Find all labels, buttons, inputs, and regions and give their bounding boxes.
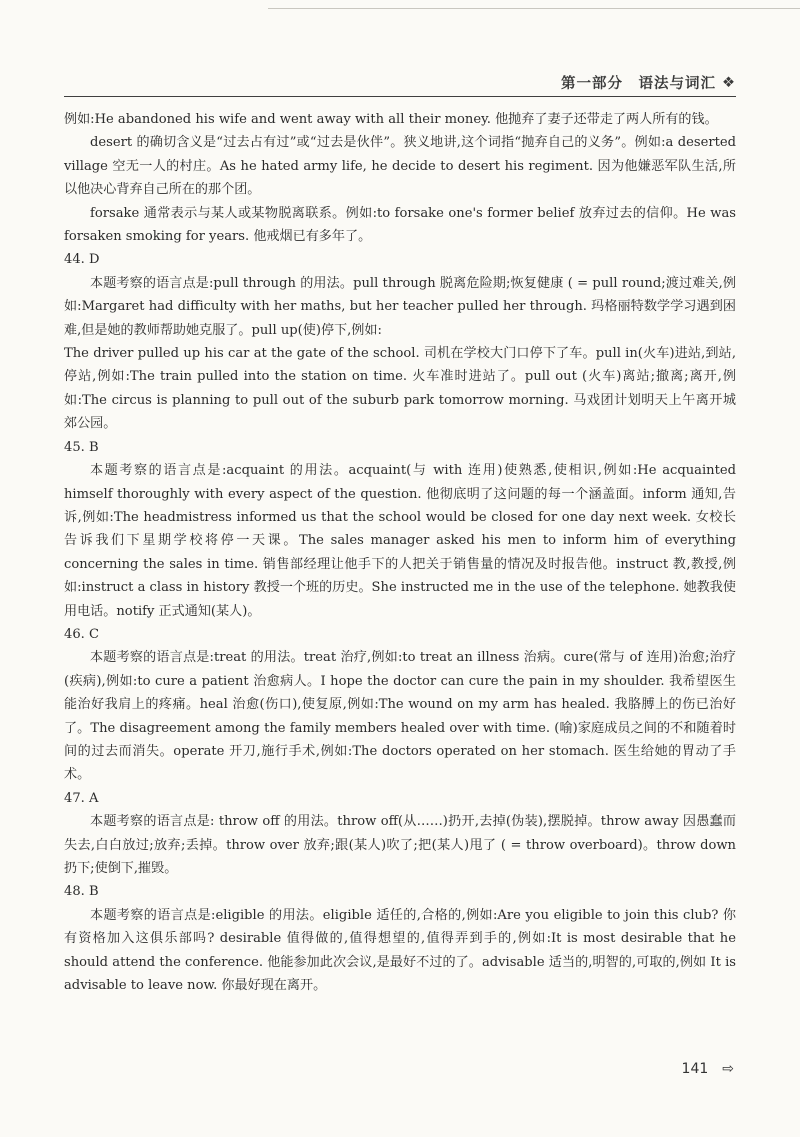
- paragraph: forsake 通常表示与某人或某物脱离联系。例如:to forsake one's former belief 放弃过去的信仰。He was forsaken smoking for years. 他戒烟已有多年了。: [64, 205, 736, 245]
- top-rule: [268, 8, 800, 9]
- page-number: 141: [681, 1061, 709, 1077]
- answer-number: 47. A: [64, 790, 99, 806]
- answer-number: 46. C: [64, 626, 100, 642]
- page-body: [64, 108, 736, 997]
- page-footer: [682, 1061, 734, 1077]
- answer-number: 45. B: [64, 439, 99, 455]
- paragraph: 本题考察的语言点是:pull through 的用法。pull through 脱离危险期;恢复健康 ( = pull round;渡过难关,例如:Margaret had difficulty with her maths, but her teacher pulled her through. 玛格丽特数学学习遇到困难,但是她的教师帮助她克服了。pull up(使)停下,例如:: [64, 275, 736, 338]
- answer-number: 48. B: [64, 884, 99, 900]
- paragraph: 本题考察的语言点是: throw off 的用法。throw off(从……)扔开,去掉(伪装),摆脱掉。throw away 因愚蠢而失去,白白放过;放弃;丢掉。throw over 放弃;跟(某人)吹了;把(某人)甩了 ( = throw overboard)。throw down 扔下;使倒下,摧毁。: [64, 814, 736, 876]
- paragraph: 本题考察的语言点是:acquaint 的用法。acquaint(与 with 连用)使熟悉,使相识,例如:He acquainted himself thoroughly with every aspect of the question. 他彻底明了这问题的每一个涵盖面。inform 通知,告诉,例如:The headmistress informed us that the school would be closed for one day next week. 女校长告诉我们下星期学校将停一天课。The sales manager asked his men to inform him of everything concerning the sales in time. 销售部经理让他手下的人把关于销售量的情况及时报告他。instruct 教,教授,例如:instruct a class in history 教授一个班的历史。She instructed me in the use of the telephone. 她教我使用电话。notify 正式通知(某人)。: [64, 463, 736, 619]
- paragraph: 本题考察的语言点是:treat 的用法。treat 治疗,例如:to treat an illness 治病。cure(常与 of 连用)治愈;治疗(疾病),例如:to cure a patient 治愈病人。I hope the doctor can cure the pain in my shoulder. 我希望医生能治好我肩上的疼痛。heal 治愈(伤口),使复原,例如:The wound on my arm has healed. 我胳膊上的伤已治好了。The disagreement among the family members healed over with time. (喻)家庭成员之间的不和随着时间的过去而消失。operate 开刀,施行手术,例如:The doctors operated on her stomach. 医生给她的胃动了手术。: [64, 650, 736, 783]
- paragraph: desert 的确切含义是“过去占有过”或“过去是伙伴”。狭义地讲,这个词指“抛弃自己的义务”。例如:a deserted village 空无一人的村庄。As he hated army life, he decide to desert his regiment. 因为他嫌恶军队生活,所以他决心背弃自己所在的那个团。: [64, 135, 736, 198]
- answer-number: 44. D: [64, 252, 100, 268]
- diamond-icon: ❖: [722, 74, 736, 91]
- paragraph: 例如:He abandoned his wife and went away with all their money. 他抛弃了妻子还带走了两人所有的钱。: [64, 112, 718, 127]
- header-rule: [64, 96, 736, 97]
- paragraph: 本题考察的语言点是:eligible 的用法。eligible 适任的,合格的,例如:Are you eligible to join this club? 你有资格加入这俱乐部吗? desirable 值得做的,值得想望的,值得弄到手的,例如:It is most desirable that he should attend the conference. 他能参加此次会议,是最好不过的了。advisable 适当的,明智的,可取的,例如 It is advisable to leave now. 你最好现在离开。: [64, 907, 736, 994]
- running-header: [561, 72, 736, 93]
- paragraph: The driver pulled up his car at the gate of the school. 司机在学校大门口停下了车。pull in(火车)进站,到站,停站,例如:The train pulled into the station on time. 火车准时进站了。pull out (火车)离站;撤离;离开,例如:The circus is planning to pull out of the suburb park tomorrow morning. 马戏团计划明天上午离开城郊公园。: [64, 346, 736, 432]
- next-arrow-icon: ⇨: [722, 1061, 734, 1077]
- section-title: 第一部分 语法与词汇: [561, 76, 716, 92]
